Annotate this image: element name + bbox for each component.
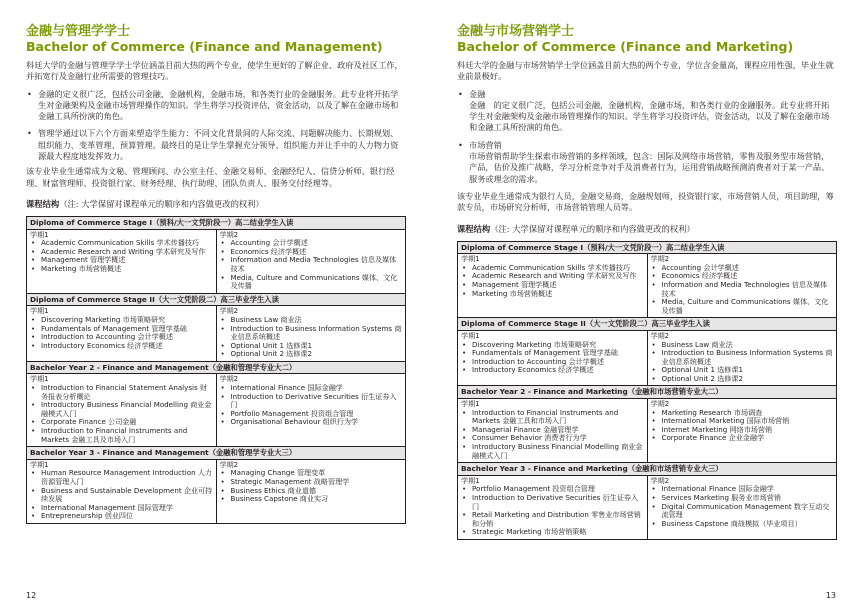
unit-list <box>220 469 403 503</box>
unit-item: • Marketing 市场营销概述 <box>30 265 213 274</box>
bullet-item <box>457 140 837 185</box>
unit-item: • Introduction to Financial Instruments and Markets 金融工具及市场入门 <box>30 427 213 444</box>
unit-item: • Digital Communication Management 数字互动交流管理 <box>651 503 834 520</box>
unit-item: • Introduction to Derivative Securities 衍生证券入门 <box>461 494 644 511</box>
stage-title: Bachelor Year 3 - Finance and Marketing（金融和市场营销专业大三） <box>458 463 837 476</box>
unit-item: • Portfolio Management 投资组合管理 <box>220 410 403 419</box>
unit-item: • Business Capstone 商业实习 <box>220 495 403 504</box>
unit-item: • Business Ethics 商业道德 <box>220 487 403 496</box>
stage-units-row <box>27 229 406 293</box>
unit-item: • Introductory Business Financial Modelling 商业金融模式入门 <box>30 401 213 418</box>
unit-item: • International Management 国际管理学 <box>30 504 213 513</box>
semester-label: 学期2 <box>219 306 239 316</box>
unit-item: • Organisational Behaviour 组织行为学 <box>220 418 403 427</box>
unit-item: • Academic Communication Skills 学术传播技巧 <box>30 239 213 248</box>
unit-list <box>461 409 644 461</box>
bullet-heading: • 市场营销 <box>469 139 502 150</box>
stage-header-row <box>27 216 406 229</box>
unit-item: • Economics 经济学概述 <box>220 248 403 257</box>
semester-label: 学期1 <box>30 374 49 384</box>
unit-item: • Fundamentals of Management 管理学基础 <box>30 325 213 334</box>
unit-item: • Consumer Behavior 消费者行为学 <box>461 434 644 443</box>
unit-item: • Introduction to Financial Statement Analysis 财务报表分析概论 <box>30 384 213 401</box>
stage-header-row <box>458 386 837 399</box>
semester-1-cell <box>458 330 648 386</box>
unit-list <box>461 264 644 298</box>
stage-title: Diploma of Commerce Stage II（大一文凭阶段二）高三毕业学生入读 <box>27 293 406 306</box>
page-title-en: Bachelor of Commerce (Finance and Marketing) <box>457 39 794 54</box>
stage-units-row <box>458 254 837 318</box>
unit-item: • Introduction to Financial Instruments and Markets 金融工具和市场入门 <box>461 409 644 426</box>
unit-item: • Human Resource Management Introduction 人力资源管理入门 <box>30 469 213 486</box>
unit-item: • Introduction to Accounting 会计学概述 <box>30 333 213 342</box>
unit-item: • Accounting 会计学概述 <box>220 239 403 248</box>
unit-item: • Entrepreneurship 创业四位 <box>30 512 213 521</box>
unit-item: • Introduction to Business Information Systems 商业信息系统概述 <box>220 325 403 342</box>
unit-item: • Introduction to Business Information Systems 商业信息系统概述 <box>651 349 834 366</box>
bullet-text: 市场营销帮助学生探索市场营销的多样领域，包含：国际及网络市场营销，零售及服务型市场营销，产品，估价及推广战略，学习分析竞争对手及消费者行为，运用营销战略预测消费者对于某一产品、服务或理念的需求。 <box>469 151 830 184</box>
career-paragraph: 该专业毕业生通常成为银行人员，金融交易商，金融规划师，投资银行家，市场营销人员，项目助理，筹款专员，市场研究分析师，市场营销管理人员等。 <box>457 190 834 213</box>
unit-item: • Accounting 会计学概述 <box>651 264 834 273</box>
page-title-en: Bachelor of Commerce (Finance and Management) <box>26 39 383 54</box>
unit-item: • Business Law 商业法 <box>220 316 403 325</box>
semester-label: 学期1 <box>461 254 480 264</box>
semester-label: 学期2 <box>650 330 670 340</box>
unit-item: • Economics 经济学概述 <box>651 272 834 281</box>
page-number: 12 <box>26 591 37 600</box>
stage-units-row <box>27 306 406 362</box>
bullet-text: 管理学通过以下六个方面来塑造学生能力：不同文化背景间的人际交流、问题解决能力、长期规划、组织能力、变革管理、预算管理。最终目的是让学生掌握充分领导、组织能力并让手中的人力物力资源最大程度地发挥效力。 <box>38 128 399 162</box>
unit-item: • International Marketing 国际市场营销 <box>651 417 834 426</box>
unit-item: • Management 管理学概述 <box>30 256 213 265</box>
unit-item: • Marketing Research 市场调查 <box>651 409 834 418</box>
unit-item: • Corporate Finance 企业金融学 <box>651 434 834 443</box>
bullet-list <box>457 89 837 185</box>
unit-item: • Media, Culture and Communications 媒体、文化及传播 <box>651 298 834 315</box>
unit-item: • Information and Media Technologies 信息及媒体技术 <box>651 281 834 298</box>
course-structure-note: （注: 大学保留对课程单元的顺序和内容做更改的权利） <box>490 223 695 234</box>
semester-label: 学期2 <box>650 475 670 485</box>
semester-label: 学期2 <box>650 254 670 264</box>
unit-item: • Introductory Business Financial Modelling 商业金融模式入门 <box>461 443 644 460</box>
intro-paragraph: 科廷大学的金融与管理学学士学位涵盖目前大热的两个专业，使学生更好的了解企业、政府及社区工作，并拓宽行及金融行业所需要的管理技巧。 <box>26 60 403 82</box>
stage-header-row <box>458 241 837 254</box>
stage-title: Bachelor Year 2 - Finance and Marketing（金融和市场营销专业大二） <box>458 386 837 399</box>
semester-1-cell <box>27 374 217 447</box>
unit-list <box>30 469 213 521</box>
stage-title: Diploma of Commerce Stage I（预科/大一文凭阶段一）高二结业学生入读 <box>458 241 837 254</box>
course-structure-heading <box>26 199 406 210</box>
unit-item: • Media, Culture and Communications 媒体、文化及传播 <box>220 274 403 291</box>
unit-item: • Internet Marketing 网络市场营销 <box>651 426 834 435</box>
unit-list <box>30 316 213 350</box>
unit-item: • Services Marketing 服务业市场营销 <box>651 494 834 503</box>
unit-item: • Introduction to Accounting 会计学概述 <box>461 358 644 367</box>
semester-2-cell <box>216 374 406 447</box>
stage-title: Diploma of Commerce Stage II（大一文凭阶段二）高三毕业学生入读 <box>458 318 837 331</box>
stage-units-row <box>27 459 406 523</box>
bullet-item <box>457 89 837 134</box>
semester-1-cell <box>458 254 648 318</box>
semester-1-cell <box>458 475 648 539</box>
unit-list <box>651 409 834 443</box>
unit-item: • Optional Unit 1 选修课1 <box>220 342 403 351</box>
stage-header-row <box>27 447 406 460</box>
semester-2-cell <box>647 254 837 318</box>
intro-paragraph: 科廷大学的金融与市场营销学士学位涵盖目前大热的两个专业，学位含金量高，课程应用性强，毕业生就业前景极好。 <box>457 60 834 82</box>
unit-item: • Managerial Finance 金融管理学 <box>461 426 644 435</box>
page-title-cn: 金融与市场营销学士 <box>457 24 575 39</box>
unit-item: • Academic Communication Skills 学术传播技巧 <box>461 264 644 273</box>
stage-title: Bachelor Year 2 - Finance and Management（金融和管理学专业大二） <box>27 361 406 374</box>
bullet-list <box>26 89 406 163</box>
unit-item: • Fundamentals of Management 管理学基础 <box>461 349 644 358</box>
unit-item: • Introductory Economics 经济学概述 <box>461 366 644 375</box>
semester-2-cell <box>216 306 406 362</box>
course-table <box>457 241 837 540</box>
bullet-text: 金融 的定义很广泛，包括公司金融，金融机构，金融市场，和各类行业的金融服务。此专业将开拓学生对金融架构及金融市场管理操作的知识。学生将学习投资评估，资金活动，以及了解在金融市场和金融工具所扮演的角色。 <box>469 99 830 133</box>
semester-label: 学期1 <box>461 330 480 340</box>
semester-label: 学期2 <box>219 459 239 469</box>
stage-units-row <box>27 374 406 447</box>
unit-list <box>651 485 834 528</box>
course-table <box>26 216 406 524</box>
semester-2-cell <box>216 459 406 523</box>
semester-1-cell <box>27 229 217 293</box>
unit-list <box>30 384 213 444</box>
unit-list <box>30 239 213 273</box>
semester-1-cell <box>458 399 648 463</box>
stage-header-row <box>27 293 406 306</box>
course-structure-title: 课程结构 <box>457 223 491 234</box>
semester-label: 学期2 <box>650 399 670 409</box>
stage-title: Bachelor Year 3 - Finance and Management（金融和管理学专业大三） <box>27 447 406 460</box>
unit-item: • Information and Media Technologies 信息及媒体技术 <box>220 256 403 273</box>
semester-1-cell <box>27 459 217 523</box>
unit-item: • Business Capstone 商战模拟（毕业项目） <box>651 520 834 529</box>
unit-item: • Academic Research and Writing 学术研究及写作 <box>461 272 644 281</box>
bullet-item: • 金融的定义很广泛，包括公司金融，金融机构，金融市场，和各类行业的金融服务。此专业将开拓学生对金融架构及金融市场管理操作的知识。学生将学习投资评估，资金活动，以及了解在金融市场和金融工具所扮演的角色。 <box>26 89 406 123</box>
unit-item: • Management 管理学概述 <box>461 281 644 290</box>
semester-1-cell <box>27 306 217 362</box>
right-page <box>430 0 860 608</box>
stage-title: Diploma of Commerce Stage I（预科/大一文凭阶段一）高二结业学生入读 <box>27 216 406 229</box>
unit-item: • Managing Change 管理变革 <box>220 469 403 478</box>
unit-item: • Introduction to Derivative Securities 衍生证券入门 <box>220 393 403 410</box>
course-structure-heading <box>457 224 837 235</box>
unit-list <box>220 384 403 427</box>
unit-list <box>651 264 834 316</box>
stage-units-row <box>458 475 837 539</box>
page-number: 13 <box>825 591 836 600</box>
semester-2-cell <box>647 475 837 539</box>
unit-list <box>220 316 403 359</box>
unit-list <box>461 485 644 537</box>
unit-item: • Corporate Finance 公司金融 <box>30 418 213 427</box>
semester-2-cell <box>216 229 406 293</box>
course-structure-title: 课程结构 <box>26 198 60 209</box>
semester-label: 学期1 <box>30 229 49 239</box>
stage-units-row <box>458 330 837 386</box>
stage-units-row <box>458 399 837 463</box>
bullet-heading: • 金融 <box>469 88 486 99</box>
unit-item: • Retail Marketing and Distribution 零售业市场营销和分销 <box>461 511 644 528</box>
semester-label: 学期1 <box>30 306 49 316</box>
stage-header-row <box>458 463 837 476</box>
semester-2-cell <box>647 330 837 386</box>
unit-item: • Optional Unit 2 选修课2 <box>651 375 834 384</box>
unit-item: • Strategic Management 战略管理学 <box>220 478 403 487</box>
career-paragraph: 该专业毕业生通常成为文秘、管理顾问、办公室主任、金融交易师、金融经纪人、信贷分析师、银行经理、财富管理师、投资银行家、财务经理、执行助理、团队负责人、服务交付经理等。 <box>26 166 395 188</box>
course-structure-note: （注: 大学保留对课程单元的顺序和内容做更改的权利） <box>59 198 264 209</box>
unit-item: • Portfolio Management 投资组合管理 <box>461 485 644 494</box>
stage-header-row <box>458 318 837 331</box>
semester-label: 学期1 <box>461 475 480 485</box>
stage-header-row <box>27 361 406 374</box>
unit-list <box>220 239 403 291</box>
unit-item: • Strategic Marketing 市场营销策略 <box>461 528 644 537</box>
unit-item: • Academic Research and Writing 学术研究及写作 <box>30 248 213 257</box>
unit-item: • Discovering Marketing 市场策略研究 <box>461 341 644 350</box>
unit-item: • Marketing 市场营销概述 <box>461 290 644 299</box>
unit-item: • Optional Unit 2 选修课2 <box>220 350 403 359</box>
left-content <box>26 24 406 524</box>
semester-label: 学期2 <box>219 374 239 384</box>
unit-item: • Business and Sustainable Development 企业可持续发展 <box>30 487 213 504</box>
bullet-item <box>26 128 406 162</box>
unit-item: • International Finance 国际金融学 <box>651 485 834 494</box>
unit-item: • Discovering Marketing 市场策略研究 <box>30 316 213 325</box>
page-title-cn: 金融与管理学学士 <box>26 24 131 39</box>
unit-item: • Introductory Economics 经济学概述 <box>30 342 213 351</box>
unit-list <box>461 341 644 375</box>
right-content <box>457 24 837 540</box>
semester-label: 学期2 <box>219 229 239 239</box>
semester-label: 学期1 <box>30 459 49 469</box>
unit-item: • Optional Unit 1 选修课1 <box>651 366 834 375</box>
semester-label: 学期1 <box>461 399 480 409</box>
unit-item: • International Finance 国际金融学 <box>220 384 403 393</box>
unit-list <box>651 341 834 384</box>
unit-item: • Business Law 商业法 <box>651 341 834 350</box>
semester-2-cell <box>647 399 837 463</box>
